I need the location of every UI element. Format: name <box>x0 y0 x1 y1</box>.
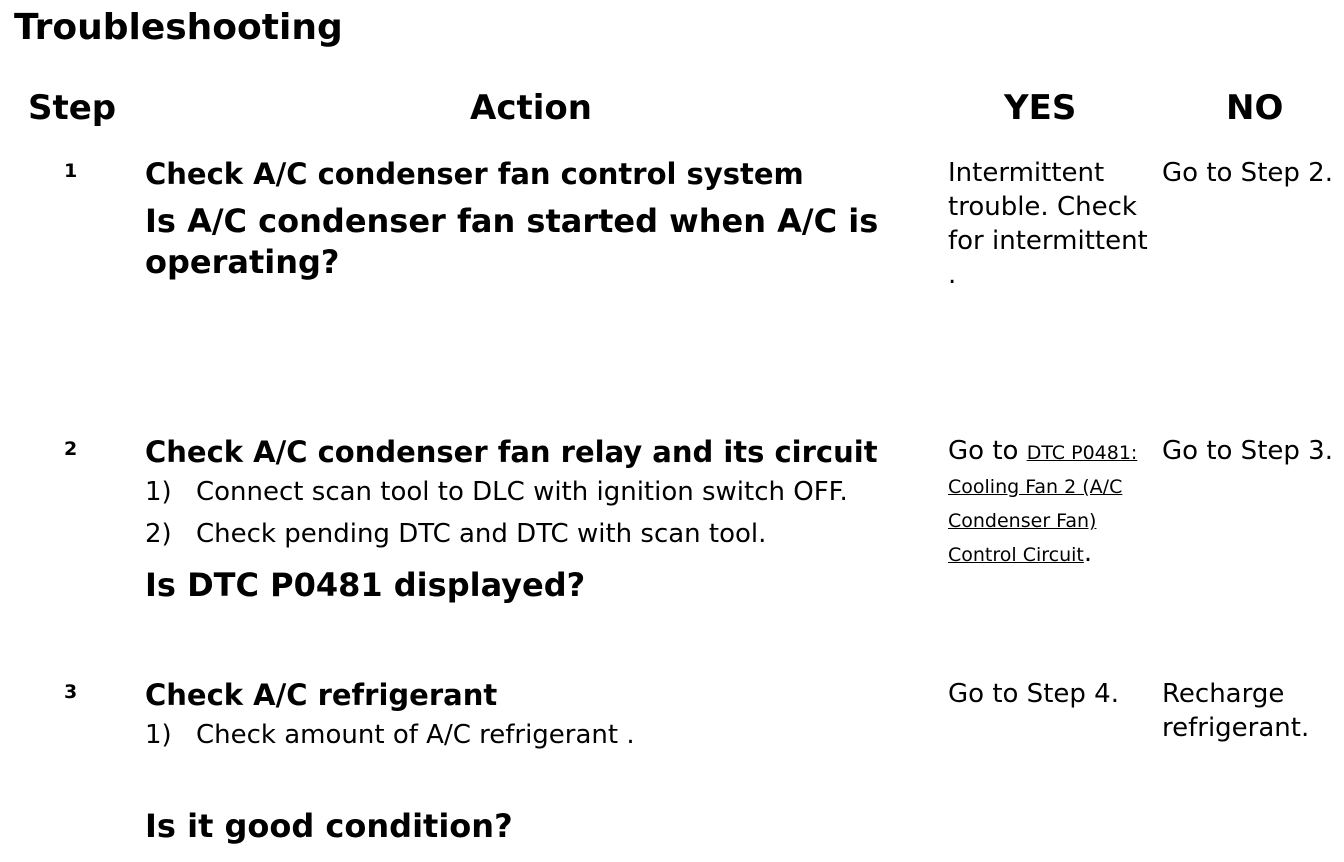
action-title: Check A/C condenser fan control system <box>145 157 804 191</box>
page-title: Troubleshooting <box>14 7 343 48</box>
action-question: Is A/C condenser fan started when A/C is operating? <box>145 202 879 281</box>
action-question: Is it good condition? <box>145 807 513 845</box>
action-cell <box>145 156 935 283</box>
yes-result: Go to Step 4. <box>948 679 1119 709</box>
substep-list <box>145 471 935 555</box>
column-header-action: Action <box>470 88 592 128</box>
yes-result: Go to DTC P0481: Cooling Fan 2 (A/C Condenser Fan) Control Circuit. <box>948 436 1138 568</box>
step-number: 1 <box>64 160 78 182</box>
column-header-yes: YES <box>1004 88 1077 128</box>
dtc-p0481-link[interactable]: DTC P0481: Cooling Fan 2 (A/C Condenser Fan) Control Circuit <box>948 442 1138 566</box>
column-header-step: Step <box>28 88 117 128</box>
step-number: 2 <box>64 438 78 460</box>
yes-result: Intermittent trouble. Check for intermittent . <box>948 158 1148 290</box>
column-header-no: NO <box>1226 88 1284 128</box>
list-item: 1) Check amount of A/C refrigerant . <box>145 720 635 750</box>
step-number: 3 <box>64 681 78 703</box>
list-item: 1) Connect scan tool to DLC with ignition switch OFF. <box>145 477 848 507</box>
action-title: Check A/C refrigerant <box>145 678 498 712</box>
action-question: Is DTC P0481 displayed? <box>145 566 586 604</box>
action-cell <box>145 677 935 847</box>
action-cell <box>145 434 935 606</box>
action-title: Check A/C condenser fan relay and its circuit <box>145 435 878 469</box>
no-result: Go to Step 2. <box>1162 158 1333 188</box>
substep-list <box>145 714 935 756</box>
list-item: 2) Check pending DTC and DTC with scan tool. <box>145 519 767 549</box>
no-result: Recharge refrigerant. <box>1162 679 1310 743</box>
no-result: Go to Step 3. <box>1162 436 1333 466</box>
